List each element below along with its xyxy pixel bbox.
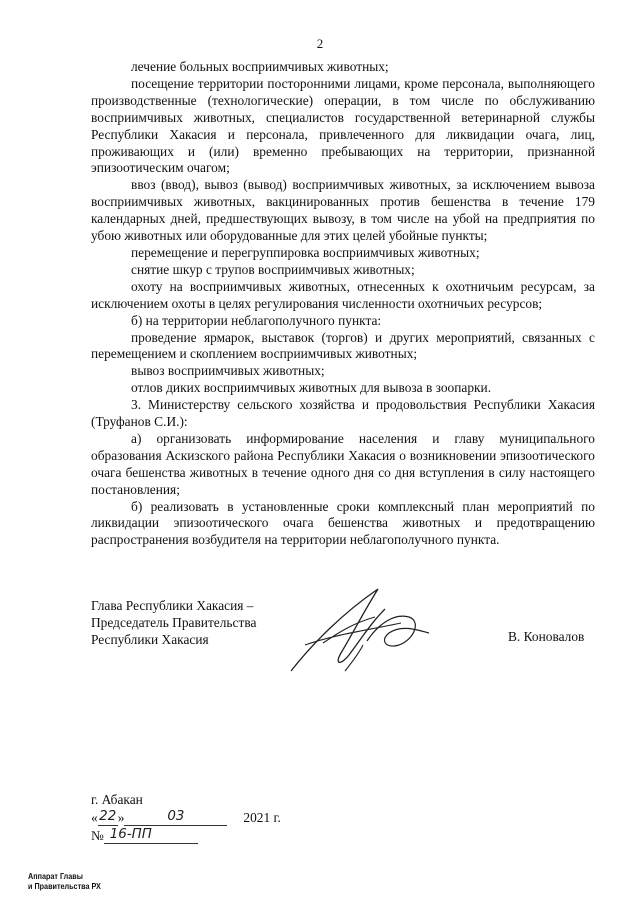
handwritten-signature <box>283 583 433 675</box>
quote-close: » <box>117 810 125 825</box>
document-body <box>91 59 595 549</box>
office-stamp <box>28 871 101 891</box>
quote-open: « <box>91 810 98 825</box>
paragraph: ввоз (ввод), вывоз (вывод) восприимчивых животных, за исключением вывоза восприимчивых животных, вакцинированных против бешенства в течение 179 календарных дней, предшествующих вывозу, в том числе на убой на предприятия по убою животных или оборудованные для этих целей убойные пункты; <box>91 177 595 244</box>
paragraph: а) организовать информирование населения и главу муниципального образования Аскизского района Республики Хакасия о возникновении эпизоотического очага бешенства животных в течение одного дня со дня вступления в силу настоящего постановления; <box>91 430 595 497</box>
stamp-line: и Правительства РХ <box>28 881 101 891</box>
signatory-line: Председатель Правительства <box>91 615 257 630</box>
signatory-line: Глава Республики Хакасия – <box>91 598 254 613</box>
paragraph: охоту на восприимчивых животных, отнесенных к охотничьим ресурсам, за исключением охоты в целях регулирования численности охотничьих ресурсов; <box>91 278 595 311</box>
date-day: 22 <box>99 809 117 824</box>
date-line <box>91 808 281 826</box>
number-label: № <box>91 828 104 843</box>
paragraph: проведение ярмарок, выставок (торгов) и других мероприятий, связанных с перемещением и скоплением восприимчивых животных; <box>91 329 595 362</box>
paragraph: отлов диких восприимчивых животных для вывоза в зоопарки. <box>131 380 492 396</box>
place-date-number <box>91 791 281 844</box>
paragraph: 3. Министерству сельского хозяйства и продовольствия Республики Хакасия (Труфанов С.И.): <box>91 397 595 430</box>
signatory-name: В. Коновалов <box>508 629 585 644</box>
paragraph: перемещение и перегруппировка восприимчивых животных; <box>131 244 480 260</box>
paragraph: б) реализовать в установленные сроки комплексный план мероприятий по ликвидации эпизоотического очага бешенства животных и предотвращению распространения возбудителя на территории неблагополучного пункта. <box>91 498 595 548</box>
page-number: 2 <box>316 36 324 51</box>
paragraph: лечение больных восприимчивых животных; <box>131 59 389 74</box>
date-month: 03 <box>124 808 227 826</box>
paragraph: посещение территории посторонними лицами, кроме персонала, выполняющего производственные (технологические) операции, в том числе по обслуживанию восприимчивых животных, специалистов государственной ветеринарной службы Республики Хакасия и персонала, привлеченного для ликвидации очага, лиц, проживающих и (или) временно пребывающих на территории, признанной эпизоотическим очагом; <box>91 75 595 176</box>
signatory-title <box>91 597 256 648</box>
paragraph: б) на территории неблагополучного пункта: <box>131 312 382 328</box>
paragraph: вывоз восприимчивых животных; <box>131 363 325 379</box>
date-year: 2021 г. <box>243 810 281 825</box>
paragraph: снятие шкур с трупов восприимчивых животных; <box>131 261 415 277</box>
city: г. Абакан <box>91 792 143 807</box>
stamp-line: Аппарат Главы <box>28 871 83 881</box>
signatory-line: Республики Хакасия <box>91 632 209 647</box>
number-line <box>91 826 281 844</box>
document-number: 16-ПП <box>104 826 198 844</box>
